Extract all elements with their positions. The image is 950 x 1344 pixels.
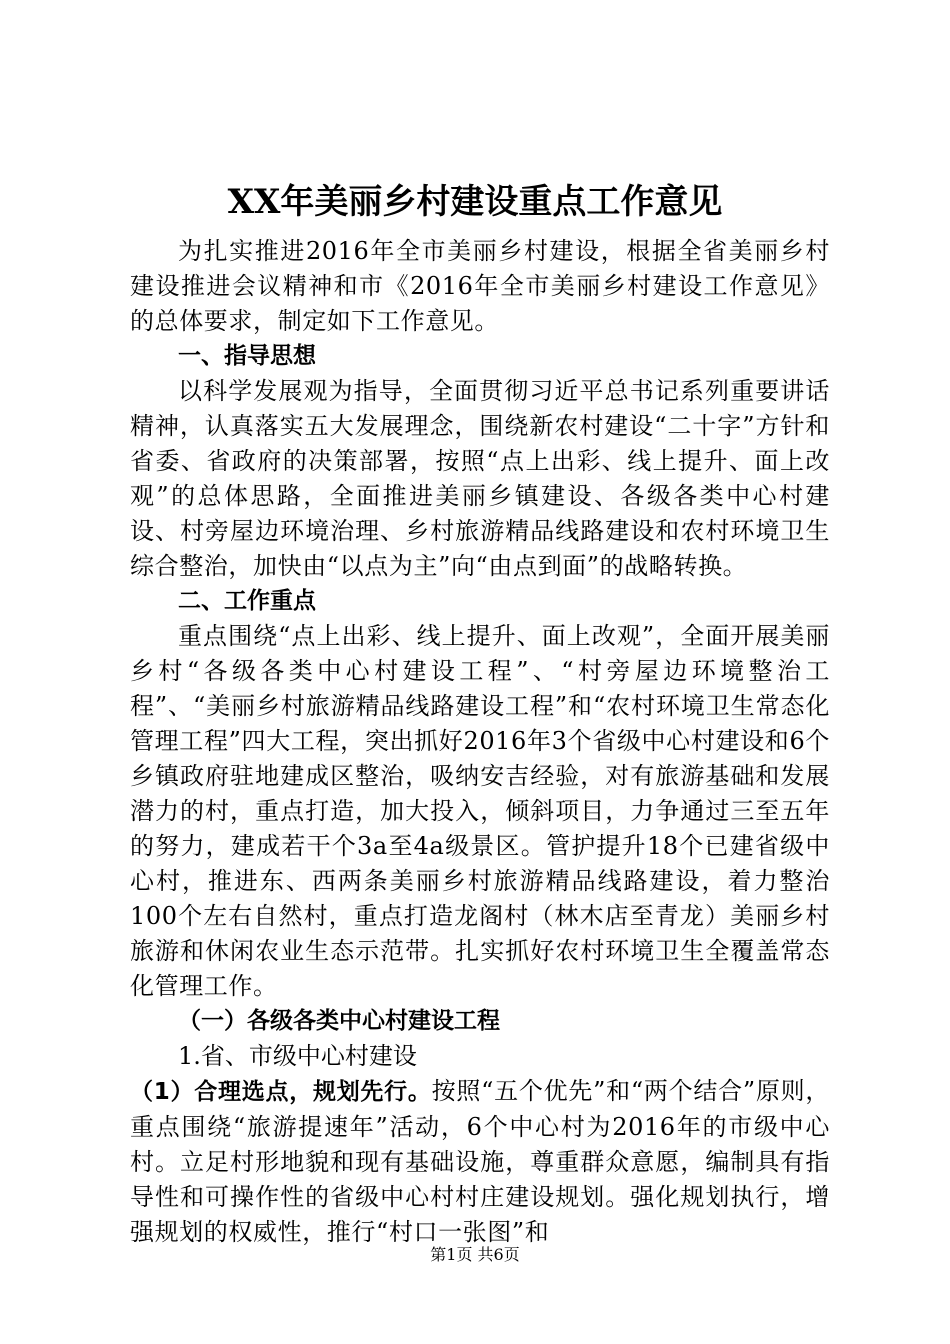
work-focus-paragraph: 重点围绕“点上出彩、线上提升、面上改观”，全面开展美丽乡村“各级各类中心村建设工程”、“村旁屋边环境整治工程”、“美丽乡村旅游精品线路建设工程”和“农村环境卫生常态化管理工程”四大工程，突出抓好2016年3个省级中心村建设和6个乡镇政府驻地建成区整治，吸纳安吉经验，对有旅游基础和发展潜力的村，重点打造，加大投入，倾斜项目，力争通过三至五年的努力，建成若干个3a至4a级景区。管护提升18个已建省级中心村，推进东、西两条美丽乡村旅游精品线路建设，着力整治100个左右自然村，重点打造龙阁村（林木店至青龙）美丽乡村旅游和休闲农业生态示范带。扎实抓好农村环境卫生全覆盖常态化管理工作。 [130, 622, 830, 1000]
section-heading-guiding-ideology: 一、指导思想 [178, 343, 316, 369]
item-body-text: 按照“五个优先”和“两个结合”原则，重点围绕“旅游提速年”活动，6个中心村为2016年的市级中心村。立足村形地貌和现有基础设施，尊重群众意愿，编制具有指导性和可操作性的省级中心村村庄建设规划。强化规划执行，增强规划的权威性，推行“村口一张图”和 [130, 1077, 830, 1246]
item-lead-text: （1）合理选点，规划先行。 [130, 1079, 432, 1105]
intro-paragraph: 为扎实推进2016年全市美丽乡村建设，根据全省美丽乡村建设推进会议精神和市《2016年全市美丽乡村建设工作意见》的总体要求，制定如下工作意见。 [130, 237, 830, 335]
page-footer: 第1页 共6页 [430, 1245, 520, 1264]
guiding-ideology-paragraph: 以科学发展观为指导，全面贯彻习近平总书记系列重要讲话精神，认真落实五大发展理念，围绕新农村建设“二十字”方针和省委、省政府的决策部署，按照“点上出彩、线上提升、面上改观”的总体思路，全面推进美丽乡镇建设、各级各类中心村建设、村旁屋边环境治理、乡村旅游精品线路建设和农村环境卫生综合整治，加快由“以点为主”向“由点到面”的战略转换。 [130, 377, 830, 580]
document-title: XX年美丽乡村建设重点工作意见 [227, 182, 723, 222]
subsection-heading-center-village: （一）各级各类中心村建设工程 [178, 1008, 500, 1034]
item-paragraph-site-selection [130, 1074, 830, 1250]
item-heading-provincial-city-village: 1.省、市级中心村建设 [178, 1042, 417, 1070]
document-body [130, 234, 830, 1250]
section-heading-work-focus: 二、工作重点 [178, 588, 316, 614]
